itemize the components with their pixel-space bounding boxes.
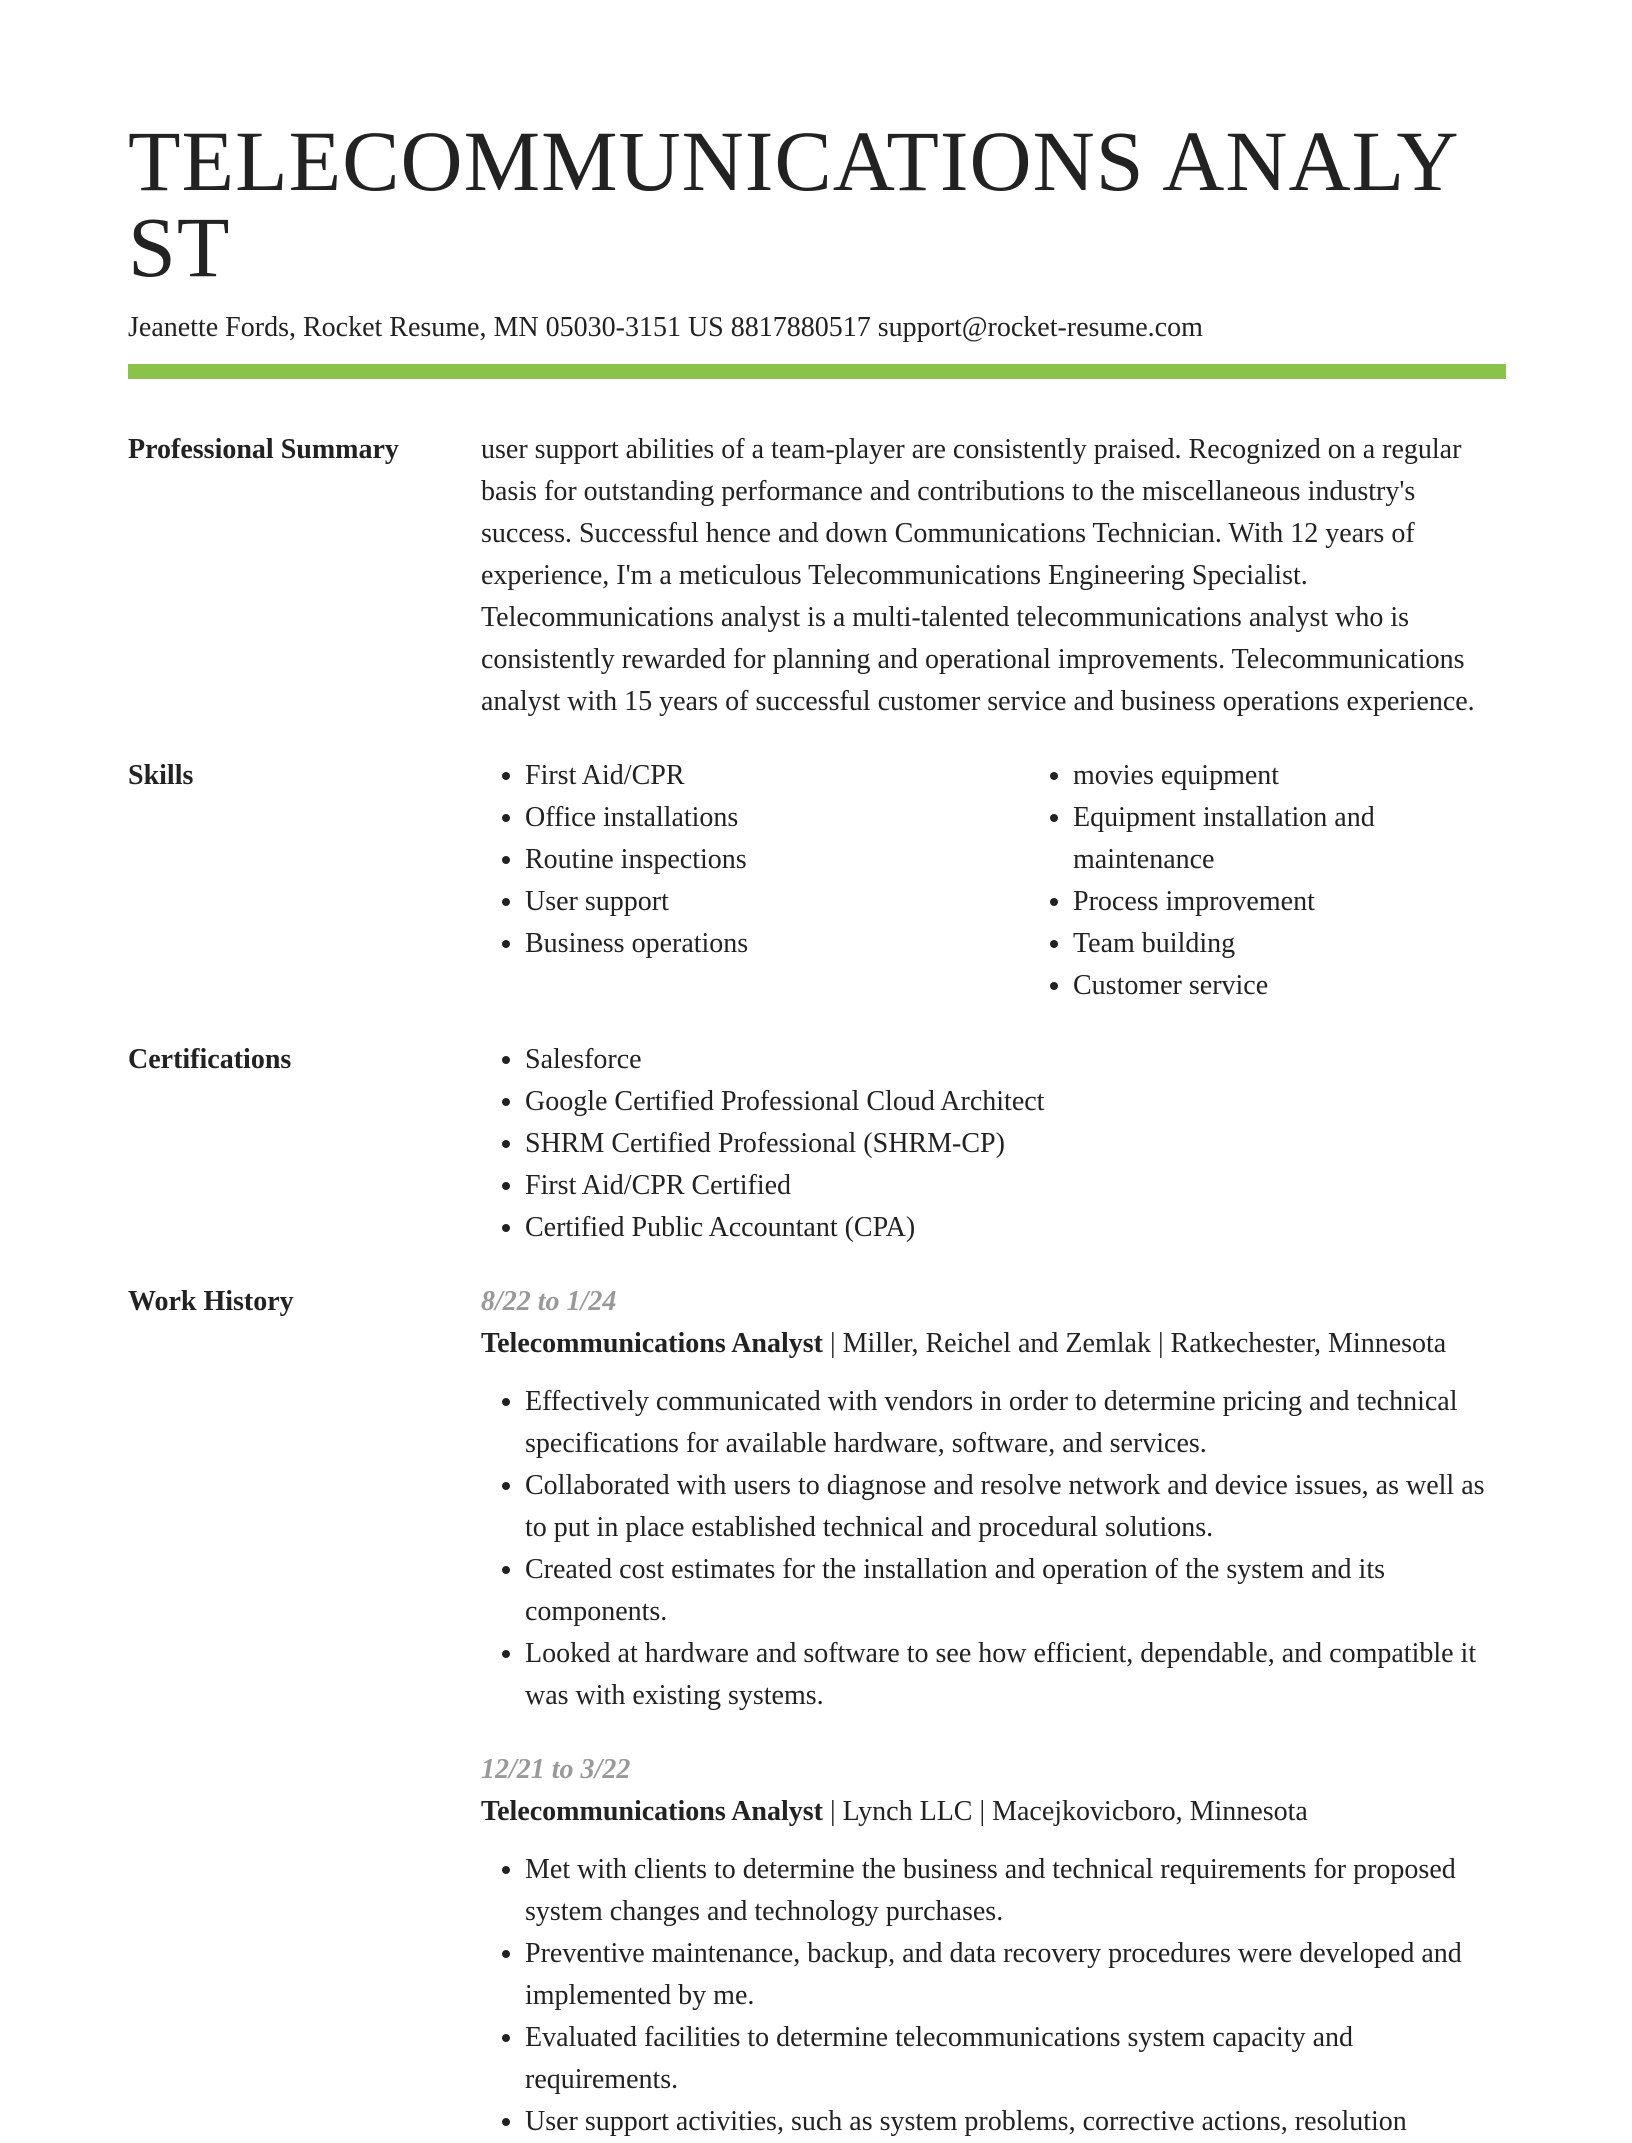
list-item: • Created cost estimates for the installation and operation of the system and its components. <box>525 1549 1506 1633</box>
list-item: • Google Certified Professional Cloud Architect <box>525 1081 1506 1123</box>
list-item: • Met with clients to determine the business and technical requirements for proposed system changes and technology purchases. <box>525 1849 1506 1933</box>
job-location: Ratkechester, Minnesota <box>1170 1328 1447 1359</box>
job-location: Macejkovicboro, Minnesota <box>992 1796 1308 1827</box>
list-item: • First Aid/CPR <box>525 755 1029 797</box>
section-label: Work History <box>128 1286 294 1317</box>
job-heading: Telecommunications Analyst | Lynch LLC | Macejkovicboro, Minnesota <box>481 1796 1308 1827</box>
list-item: • Collaborated with users to diagnose and resolve network and device issues, as well as to put in place established technical and procedural solutions. <box>525 1465 1506 1549</box>
list-item: • Looked at hardware and software to see how efficient, dependable, and compatible it was with existing systems. <box>525 1633 1506 1717</box>
list-item: • Routine inspections <box>525 839 1029 881</box>
resume-title: TELECOMMUNICATIONS ANALYST <box>128 113 1460 295</box>
list-item: • SHRM Certified Professional (SHRM-CP) <box>525 1123 1506 1165</box>
section-label: Professional Summary <box>128 434 399 465</box>
contact-email: support@rocket-resume.com <box>877 312 1203 343</box>
job-dates: 12/21 to 3/22 <box>481 1754 631 1785</box>
list-item: • Team building <box>1073 923 1506 965</box>
job-company: Miller, Reichel and Zemlak <box>842 1328 1151 1359</box>
section-work-history <box>128 1281 1506 2143</box>
job-title: Telecommunications Analyst <box>481 1796 823 1827</box>
list-item: • Equipment installation and maintenance <box>1073 797 1506 881</box>
list-item: • Business operations <box>525 923 1029 965</box>
job-bullets <box>481 1381 1506 1717</box>
section-skills <box>128 755 1506 1007</box>
job-dates: 8/22 to 1/24 <box>481 1286 617 1317</box>
list-item: • Salesforce <box>525 1039 1506 1081</box>
job-heading: Telecommunications Analyst | Miller, Reichel and Zemlak | Ratkechester, Minnesota <box>481 1328 1447 1359</box>
job-title: Telecommunications Analyst <box>481 1328 823 1359</box>
summary-text: user support abilities of a team-player are consistently praised. Recognized on a regular basis for outstanding performance and contributions to the miscellaneous industry's success. Successful hence and down Communications Technician. With 12 years of experience, I'm a meticulous Telecommunications Engineering Specialist. Telecommunications analyst is a multi-talented telecommunications analyst who is consistently rewarded for planning and operational improvements. Telecommunications analyst with 15 years of successful customer service and business operations experience. <box>481 434 1475 717</box>
list-item: • Office installations <box>525 797 1029 839</box>
skills-list-right <box>1029 755 1506 1007</box>
job-entry <box>481 1749 1506 2143</box>
certifications-list <box>481 1039 1506 1249</box>
section-label: Skills <box>128 760 194 791</box>
contact-company: Rocket Resume, <box>302 312 487 343</box>
list-item: • Process improvement <box>1073 881 1506 923</box>
skills-list-left <box>481 755 1029 1007</box>
section-certifications <box>128 1039 1506 1249</box>
list-item: • Certified Public Accountant (CPA) <box>525 1207 1506 1249</box>
job-entry <box>481 1281 1506 1717</box>
list-item: • Effectively communicated with vendors in order to determine pricing and technical specifications for available hardware, software, and services. <box>525 1381 1506 1465</box>
resume-page <box>128 113 1506 2143</box>
list-item: • Customer service <box>1073 965 1506 1007</box>
contact-name: Jeanette Fords, <box>128 312 296 343</box>
contact-phone: 8817880517 <box>730 312 871 343</box>
section-label: Certifications <box>128 1044 292 1075</box>
list-item: • Preventive maintenance, backup, and data recovery procedures were developed and implemented by me. <box>525 1933 1506 2017</box>
list-item: • User support activities, such as system problems, corrective actions, resolution <box>525 2101 1506 2143</box>
list-item: • User support <box>525 881 1029 923</box>
accent-divider <box>128 364 1506 379</box>
list-item: • First Aid/CPR Certified <box>525 1165 1506 1207</box>
skills-grid <box>481 755 1506 1007</box>
section-professional-summary <box>128 429 1506 723</box>
contact-line <box>128 310 1506 346</box>
job-company: Lynch LLC <box>842 1796 973 1827</box>
list-item: • Evaluated facilities to determine telecommunications system capacity and requirements. <box>525 2017 1506 2101</box>
contact-location: MN 05030-3151 US <box>493 312 724 343</box>
list-item: • movies equipment <box>1073 755 1506 797</box>
job-bullets <box>481 1849 1506 2143</box>
